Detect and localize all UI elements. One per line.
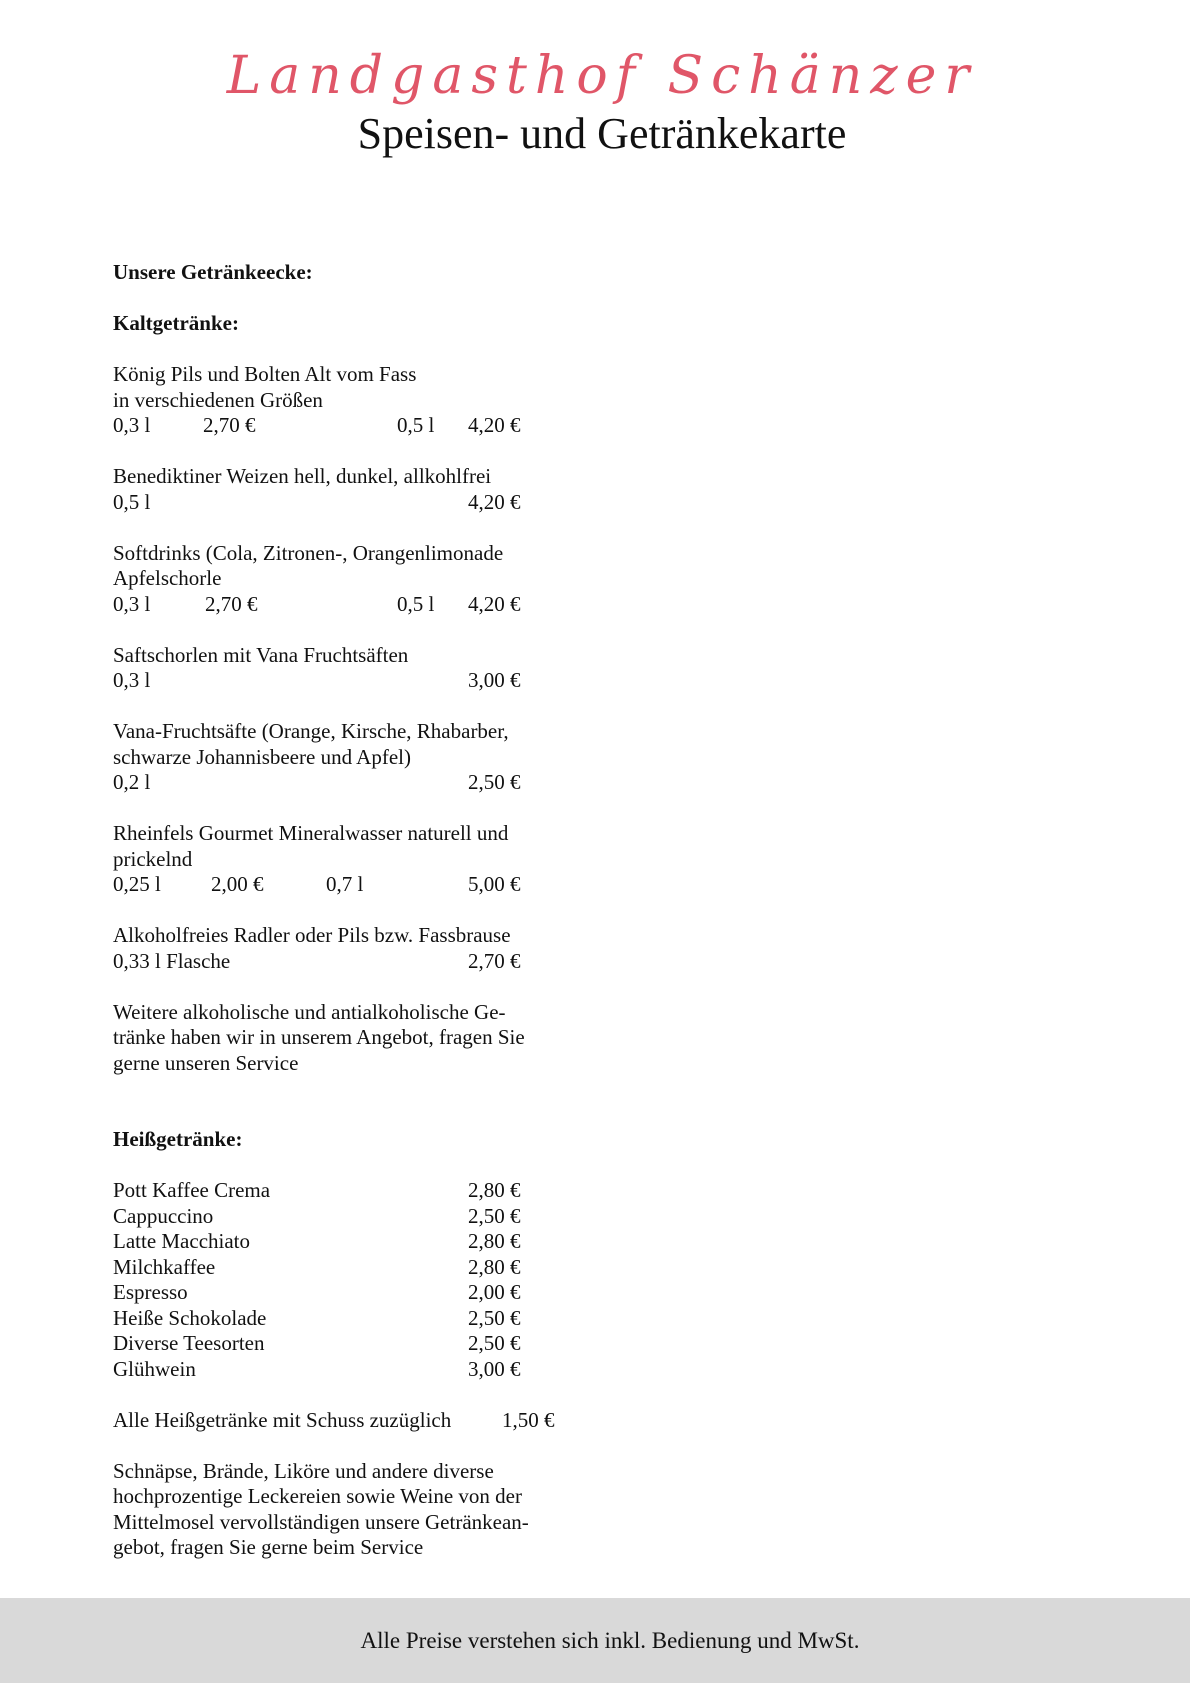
- item-description: Saftschorlen mit Vana Fruchtsäften: [113, 642, 409, 667]
- list-item: [113, 1306, 673, 1332]
- item-size: 0,3 l: [113, 591, 151, 616]
- item-description: Apfelschorle: [113, 566, 222, 590]
- item-name: Heiße Schokolade: [113, 1305, 267, 1330]
- note-text: Schnäpse, Brände, Liköre und andere diverse: [113, 1458, 494, 1483]
- menu-item-mineralwasser: [113, 821, 673, 898]
- item-size: 0,2 l: [113, 770, 151, 794]
- item-description: prickelnd: [113, 846, 193, 871]
- item-price: 4,20 €: [468, 413, 521, 437]
- item-price: 2,50 €: [468, 1331, 521, 1355]
- item-description: Vana-Fruchtsäfte (Orange, Kirsche, Rhabarber,: [113, 719, 509, 743]
- menu-title: Speisen- und Getränkekarte: [357, 109, 847, 158]
- item-description: in verschiedenen Größen: [113, 387, 323, 412]
- item-price: 2,00 €: [468, 1280, 521, 1304]
- item-name: Cappuccino: [113, 1203, 214, 1228]
- list-item: [113, 1280, 673, 1306]
- item-price: 4,20 €: [468, 489, 521, 514]
- item-price: 2,00 €: [211, 872, 264, 896]
- restaurant-name: Landgasthof Schänzer: [226, 46, 978, 106]
- list-item: [113, 1357, 673, 1383]
- item-price: 2,70 €: [468, 948, 521, 973]
- list-item: [113, 1204, 673, 1230]
- item-price: 2,70 €: [205, 591, 258, 616]
- section-heading: Unsere Getränkeecke:: [113, 260, 313, 284]
- item-size: 0,5 l: [397, 591, 435, 616]
- list-item: [113, 1255, 673, 1281]
- item-size: 0,25 l: [113, 872, 161, 896]
- page-header: [0, 40, 1190, 160]
- item-size: 0,7 l: [326, 872, 364, 896]
- item-name: Diverse Teesorten: [113, 1331, 265, 1355]
- item-description: Alkoholfreies Radler oder Pils bzw. Fassbrause: [113, 923, 511, 947]
- item-description: Benediktiner Weizen hell, dunkel, allkohlfrei: [113, 464, 492, 488]
- item-description: König Pils und Bolten Alt vom Fass: [113, 362, 417, 386]
- note-text: Mittelmosel vervollständigen unsere Getränkean-: [113, 1509, 529, 1534]
- cold-drinks-note: [113, 1000, 673, 1077]
- item-price: 2,80 €: [468, 1229, 521, 1253]
- note-text: gebot, fragen Sie gerne beim Service: [113, 1535, 424, 1559]
- item-name: Pott Kaffee Crema: [113, 1178, 271, 1202]
- drinks-menu: [113, 260, 673, 1561]
- item-name: Glühwein: [113, 1356, 196, 1381]
- surcharge-price: 1,50 €: [502, 1407, 555, 1432]
- cold-drinks-heading: Kaltgetränke:: [113, 311, 239, 335]
- item-price: 2,50 €: [468, 770, 521, 794]
- item-price: 2,80 €: [468, 1178, 521, 1202]
- item-name: Espresso: [113, 1280, 188, 1304]
- note-text: hochprozentige Leckereien sowie Weine von der: [113, 1484, 522, 1508]
- menu-item-weizen: [113, 464, 673, 515]
- item-description: Rheinfels Gourmet Mineralwasser naturell und: [113, 821, 509, 845]
- item-description: Softdrinks (Cola, Zitronen-, Orangenlimonade: [113, 540, 504, 565]
- menu-item-radler: [113, 923, 673, 974]
- item-price: 3,00 €: [468, 1356, 521, 1381]
- note-text: Weitere alkoholische und antialkoholische Ge-: [113, 999, 506, 1024]
- item-price: 4,20 €: [468, 591, 521, 616]
- note-text: tränke haben wir in unserem Angebot, fragen Sie: [113, 1025, 525, 1049]
- item-size: 0,5 l: [113, 489, 151, 514]
- menu-item-softdrinks: [113, 541, 673, 618]
- item-name: Milchkaffee: [113, 1254, 216, 1279]
- surcharge-label: Alle Heißgetränke mit Schuss zuzüglich: [113, 1407, 452, 1432]
- item-price: 2,70 €: [203, 413, 256, 437]
- footer-text: Alle Preise verstehen sich inkl. Bedienung und MwSt.: [360, 1627, 860, 1653]
- note-text: gerne unseren Service: [113, 1050, 299, 1075]
- menu-item-koenig-pils: [113, 362, 673, 439]
- item-size: 0,5 l: [397, 413, 435, 437]
- hot-drinks-list: [113, 1178, 673, 1382]
- list-item: [113, 1331, 673, 1357]
- item-price: 2,80 €: [468, 1254, 521, 1279]
- hot-drinks-heading: Heißgetränke:: [113, 1127, 243, 1151]
- list-item: [113, 1229, 673, 1255]
- item-price: 3,00 €: [468, 668, 521, 692]
- list-item: [113, 1178, 673, 1204]
- closing-note: [113, 1459, 673, 1561]
- item-price: 2,50 €: [468, 1305, 521, 1330]
- schuss-surcharge: [113, 1408, 673, 1434]
- menu-item-saftschorlen: [113, 643, 673, 694]
- price-footer: [0, 1598, 1190, 1683]
- menu-item-fruchtsaefte: [113, 719, 673, 796]
- item-size: 0,3 l: [113, 668, 151, 692]
- item-size: 0,3 l: [113, 413, 151, 437]
- item-price: 2,50 €: [468, 1203, 521, 1228]
- item-price: 5,00 €: [468, 872, 521, 896]
- item-description: schwarze Johannisbeere und Apfel): [113, 744, 411, 769]
- item-name: Latte Macchiato: [113, 1229, 251, 1253]
- item-size: 0,33 l Flasche: [113, 948, 231, 973]
